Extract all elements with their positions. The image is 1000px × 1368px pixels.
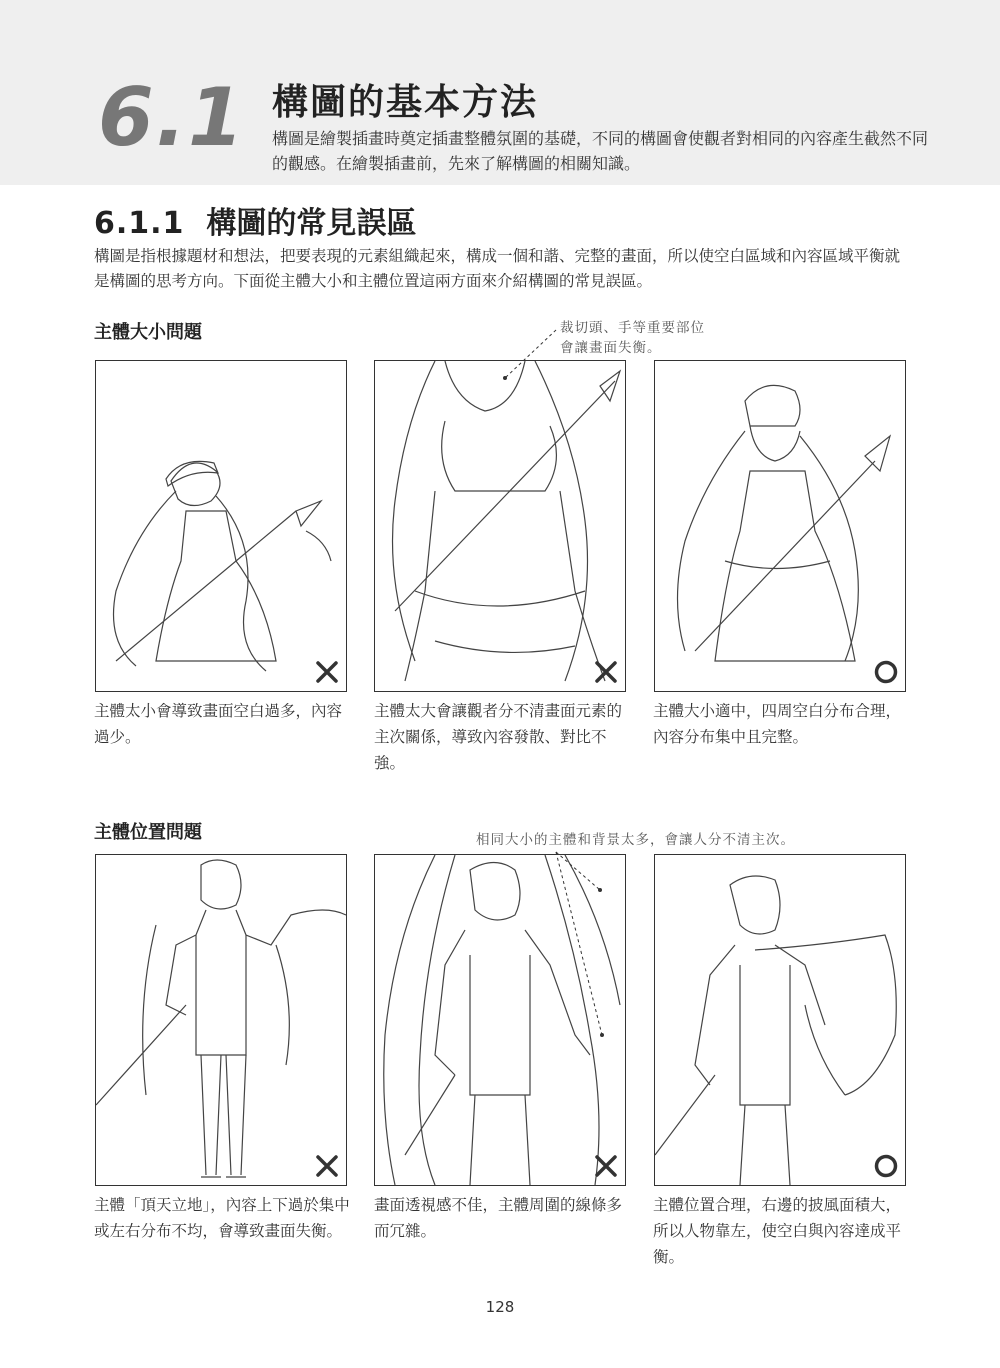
section-title (94, 198, 416, 242)
caption-balanced-position: 主體位置合理，右邊的披風面積大，所以人物靠左，使空白與內容達成平衡。 (653, 1196, 902, 1266)
incorrect-mark-icon (314, 1153, 340, 1179)
illustration-panel-balanced-position (654, 854, 906, 1186)
figure-sketch (375, 361, 625, 691)
incorrect-mark-icon (593, 1153, 619, 1179)
figure-sketch (375, 855, 625, 1185)
figure-sketch (655, 361, 905, 691)
section-title-text: 構圖的常見誤區 (206, 206, 417, 241)
illustration-panel-balanced-subject (654, 360, 906, 692)
correct-mark-icon (873, 1153, 899, 1179)
illustration-panel-small-subject (95, 360, 347, 692)
section-number: 6.1.1 (94, 206, 185, 241)
size-annotation-line2: 會讓畫面失衡。 (560, 340, 662, 356)
section-intro: 構圖是指根據題材和想法，把要表現的元素組織起來，構成一個和諧、完整的畫面，所以使空白區域和內容區域平衡就是構圖的思考方向。下面從主體大小和主體位置這兩方面來介紹構圖的常見誤區。 (94, 247, 901, 290)
caption-balanced-subject: 主體大小適中，四周空白分布合理，內容分布集中且完整。 (653, 702, 902, 746)
chapter-number: 6.1 (98, 71, 246, 164)
figure-sketch (96, 855, 346, 1185)
figure-sketch (96, 361, 346, 691)
position-heading: 主體位置問題 (94, 822, 202, 843)
figure-sketch (655, 855, 905, 1185)
caption-cluttered: 畫面透視感不佳，主體周圍的線條多而冗雜。 (374, 1196, 623, 1240)
position-annotation: 相同大小的主體和背景太多，會讓人分不清主次。 (476, 832, 795, 848)
illustration-panel-edge-to-edge (95, 854, 347, 1186)
page-number: 128 (485, 1298, 515, 1316)
chapter-title: 構圖的基本方法 (272, 82, 539, 123)
caption-small-subject: 主體太小會導致畫面空白過多，內容過少。 (94, 702, 343, 746)
caption-edge-to-edge: 主體「頂天立地」，內容上下過於集中或左右分布不均，會導致畫面失衡。 (94, 1196, 350, 1240)
size-annotation-line1: 裁切頭、手等重要部位 (560, 320, 705, 336)
size-heading: 主體大小問題 (94, 322, 202, 343)
caption-large-subject: 主體太大會讓觀者分不清畫面元素的主次關係，導致內容發散、對比不強。 (374, 702, 623, 772)
illustration-panel-large-subject (374, 360, 626, 692)
size-annotation (560, 318, 705, 358)
incorrect-mark-icon (593, 659, 619, 685)
incorrect-mark-icon (314, 659, 340, 685)
chapter-intro: 構圖是繪製插畫時奠定插畫整體氛圍的基礎，不同的構圖會使觀者對相同的內容產生截然不同的觀感。在繪製插畫前，先來了解構圖的相關知識。 (272, 129, 929, 173)
correct-mark-icon (873, 659, 899, 685)
illustration-panel-cluttered (374, 854, 626, 1186)
